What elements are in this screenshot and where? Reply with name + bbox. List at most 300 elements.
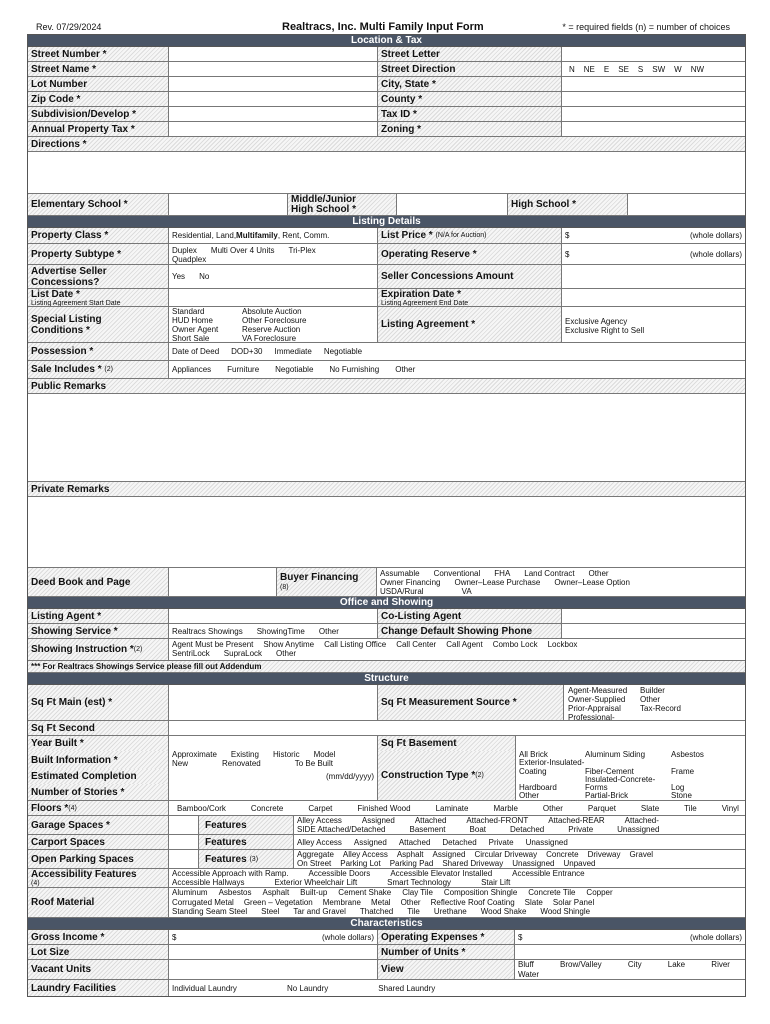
zoning-input[interactable] <box>561 122 745 136</box>
special-condition-opt-reserve-auction[interactable]: Reserve Auction <box>242 325 301 334</box>
roof-opt-slate[interactable]: Slate <box>524 897 543 907</box>
garage-opt-attached[interactable]: Attached- <box>624 816 659 825</box>
row-annual-tax <box>28 122 745 137</box>
form-grid <box>27 34 746 997</box>
sale-includes-opt-other[interactable]: Other <box>395 365 416 374</box>
garage-opt-detached[interactable]: Detached <box>510 825 545 834</box>
view-opt-bluff[interactable]: Bluff <box>518 960 534 969</box>
list-price-input[interactable] <box>561 228 745 243</box>
floors-opt-laminate[interactable]: Laminate <box>435 803 469 813</box>
special-label-line2: Conditions * <box>31 325 90 336</box>
buyer-financing-options <box>376 568 745 596</box>
year-built-input[interactable] <box>168 736 377 751</box>
open-parking-opt-circular-driveway[interactable]: Circular Driveway <box>474 850 538 859</box>
property-class-options <box>168 228 377 243</box>
built-info-opt-approximate[interactable]: Approximate <box>172 751 217 759</box>
advertise-yes-option[interactable]: Yes <box>172 272 186 281</box>
possession-opt-negotiable[interactable]: Negotiable <box>323 347 363 356</box>
direction-opt-e[interactable]: E <box>603 64 610 74</box>
garage-opt-alley-access[interactable]: Alley Access <box>297 816 342 825</box>
change-showing-phone-label: Change Default Showing Phone <box>377 624 561 638</box>
roof-opt-green-vegetation[interactable]: Green – Vegetation <box>243 897 313 907</box>
operating-reserve-input[interactable] <box>561 244 745 264</box>
vacant-units-input[interactable] <box>168 960 377 979</box>
roof-opt-tile[interactable]: Tile <box>407 907 420 916</box>
co-listing-agent-input[interactable] <box>561 609 745 623</box>
sqft-second-input[interactable] <box>168 721 745 735</box>
list-date-input[interactable] <box>168 289 377 306</box>
roof-opt-membrane[interactable]: Membrane <box>322 897 362 907</box>
gross-income-input[interactable] <box>168 930 377 944</box>
street-name-label: Street Name * <box>28 62 168 76</box>
sale-includes-label <box>28 361 168 378</box>
laundry-opt-shared-laundry[interactable]: Shared Laundry <box>378 983 436 993</box>
direction-opt-w[interactable]: W <box>674 64 682 74</box>
sqft-source-opt-builder[interactable]: Builder <box>640 686 665 695</box>
special-conditions-label <box>28 307 168 342</box>
subtype-options-line1 <box>172 246 374 255</box>
row-schools <box>28 194 745 216</box>
direction-opt-nw[interactable]: NW <box>690 64 705 74</box>
roof-opt-copper[interactable]: Copper <box>586 888 613 897</box>
row-zip <box>28 92 745 107</box>
showing-instruction-opt-combo-lock[interactable]: Combo Lock <box>492 640 538 649</box>
showing-instruction-opt-lockbox[interactable]: Lockbox <box>547 640 578 649</box>
accessibility-opt-accessible-hallways[interactable]: Accessible Hallways <box>172 878 245 887</box>
open-parking-options-line1 <box>297 850 742 859</box>
roof-opt-urethane[interactable]: Urethane <box>433 907 467 916</box>
seller-concessions-input[interactable] <box>561 265 745 288</box>
operating-expenses-whole-dollars: (whole dollars) <box>689 932 742 942</box>
special-condition-opt-standard[interactable]: Standard <box>172 307 205 316</box>
construction-opt-insulated-concrete-forms[interactable]: Insulated-Concrete-Forms <box>585 774 656 793</box>
row-street-name <box>28 62 745 77</box>
open-parking-opt-alley-access[interactable]: Alley Access <box>342 850 388 859</box>
number-of-units-input[interactable] <box>514 945 745 959</box>
garage-opt-unassigned[interactable]: Unassigned <box>617 825 660 834</box>
floors-opt-other[interactable]: Other <box>542 803 563 813</box>
laundry-label: Laundry Facilities <box>28 980 168 996</box>
roof-opt-aluminum[interactable]: Aluminum <box>172 888 208 897</box>
floors-opt-carpet[interactable]: Carpet <box>308 803 333 813</box>
carport-opt-unassigned[interactable]: Unassigned <box>525 837 568 847</box>
open-parking-opt-shared-driveway[interactable]: Shared Driveway <box>442 859 504 868</box>
est-completion-input[interactable] <box>168 769 377 784</box>
open-parking-opt-parking-pad[interactable]: Parking Pad <box>389 859 434 868</box>
sqft-basement-input[interactable] <box>515 736 745 751</box>
carport-opt-assigned[interactable]: Assigned <box>353 837 387 847</box>
row-built-info <box>28 751 377 770</box>
listing-agreement-options <box>561 307 745 342</box>
showing-instruction-opt-agent-must-be-present[interactable]: Agent Must be Present <box>172 640 254 649</box>
financing-opt-usda-rural[interactable]: USDA/Rural <box>380 587 424 596</box>
construction-opt-hardboard[interactable]: Hardboard <box>519 783 557 793</box>
street-number-input[interactable] <box>168 47 377 61</box>
operating-expenses-label: Operating Expenses * <box>377 930 514 944</box>
construction-options-row <box>519 759 742 776</box>
row-est-completion <box>28 769 377 785</box>
row-private-remarks-input <box>28 497 745 568</box>
roof-material-options <box>168 888 745 917</box>
direction-opt-se[interactable]: SE <box>618 64 629 74</box>
num-stories-input[interactable] <box>168 784 377 800</box>
built-info-label: Built Information * <box>28 751 168 769</box>
row-sqft-second <box>28 721 745 736</box>
sqft-source-opt-prior-appraisal[interactable]: Prior-Appraisal <box>568 704 621 713</box>
built-info-opt-new[interactable]: New <box>172 758 189 768</box>
sqft-source-opt-tax-record[interactable]: Tax-Record <box>640 704 681 713</box>
accessibility-options <box>168 869 745 887</box>
expiration-date-label-text: Expiration Date * <box>381 289 462 300</box>
floors-opt-bamboo-cork[interactable]: Bamboo/Cork <box>177 803 226 813</box>
section-listing-details: Listing Details <box>28 216 745 228</box>
carport-opt-alley-access[interactable]: Alley Access <box>297 837 342 847</box>
sqft-source-options-row <box>568 713 742 720</box>
floors-count: (4) <box>68 804 77 812</box>
row-open-parking <box>28 850 745 869</box>
elementary-school-label: Elementary School * <box>28 194 168 215</box>
subtype-opt-multi-over-4-units[interactable]: Multi Over 4 Units <box>210 246 275 255</box>
form-header <box>30 22 740 34</box>
special-condition-opt-other-foreclosure[interactable]: Other Foreclosure <box>242 316 307 325</box>
sale-includes-opt-furniture[interactable]: Furniture <box>227 365 260 374</box>
sqft-main-input[interactable] <box>168 685 377 720</box>
open-parking-opt-concrete[interactable]: Concrete <box>546 850 579 859</box>
gross-income-dollar: $ <box>172 932 177 942</box>
roof-opt-asphalt[interactable]: Asphalt <box>262 888 290 897</box>
street-direction-label: Street Direction <box>377 62 561 76</box>
roof-opt-solar-panel[interactable]: Solar Panel <box>552 897 595 907</box>
open-parking-input[interactable] <box>168 850 198 868</box>
view-opt-river[interactable]: River <box>711 960 730 969</box>
special-condition-options-row <box>172 316 374 325</box>
row-sale-includes <box>28 361 745 379</box>
subdivision-input[interactable] <box>168 107 377 121</box>
view-opt-lake[interactable]: Lake <box>667 960 686 969</box>
showing-instruction-opt-call-agent[interactable]: Call Agent <box>446 640 483 649</box>
property-class-opt-a[interactable]: Residential, Land, <box>172 231 237 240</box>
county-label: County * <box>377 92 561 106</box>
sqft-basement-label: Sq Ft Basement <box>378 736 515 751</box>
buyer-financing-label <box>276 568 376 596</box>
showing-instruction-opt-supralock[interactable]: SupraLock <box>223 649 263 658</box>
showing-instruction-opt-call-center[interactable]: Call Center <box>396 640 437 649</box>
buyer-financing-label-text: Buyer Financing <box>280 572 359 583</box>
sqft-source-opt-agent-measured[interactable]: Agent-Measured <box>568 686 628 695</box>
sqft-source-options-row <box>568 704 742 713</box>
floors-opt-parquet[interactable]: Parquet <box>587 803 616 813</box>
built-info-opt-to-be-built[interactable]: To Be Built <box>294 758 333 768</box>
row-addendum <box>28 661 745 673</box>
roof-opt-tar-and-gravel[interactable]: Tar and Gravel <box>293 907 346 916</box>
listing-agent-input[interactable] <box>168 609 377 623</box>
advertise-no-option[interactable]: No <box>199 272 210 281</box>
annual-tax-label: Annual Property Tax * <box>28 122 168 136</box>
garage-spaces-label: Garage Spaces * <box>28 816 168 834</box>
operating-reserve-dollar: $ <box>565 249 570 259</box>
open-parking-opt-unassigned[interactable]: Unassigned <box>512 859 555 868</box>
roof-options-line3 <box>172 907 742 917</box>
row-accessibility <box>28 869 745 888</box>
built-info-opt-renovated[interactable]: Renovated <box>222 758 261 768</box>
view-options-line1 <box>518 960 742 970</box>
possession-opt-immediate[interactable]: Immediate <box>274 347 312 356</box>
sqft-source-options-row <box>568 686 742 695</box>
elementary-school-input[interactable] <box>168 194 287 215</box>
open-parking-opt-asphalt[interactable]: Asphalt <box>396 850 424 859</box>
construction-opt-exterior-insulated-coating[interactable]: Exterior-Insulated-Coating <box>519 758 585 776</box>
open-parking-opt-on-street[interactable]: On Street <box>297 859 332 868</box>
sale-includes-count: (2) <box>104 366 113 373</box>
accessibility-opt-accessible-entrance[interactable]: Accessible Entrance <box>512 869 585 878</box>
financing-opt-fha[interactable]: FHA <box>494 569 511 578</box>
street-name-input[interactable] <box>168 62 377 76</box>
showing-instruction-opt-show-anytime[interactable]: Show Anytime <box>263 640 315 649</box>
subtype-opt-tri-plex[interactable]: Tri-Plex <box>288 246 316 255</box>
laundry-opt-individual-laundry[interactable]: Individual Laundry <box>172 983 237 993</box>
direction-opt-sw[interactable]: SW <box>652 64 666 74</box>
open-parking-opt-unpaved[interactable]: Unpaved <box>563 859 596 868</box>
construction-opt-all-brick[interactable]: All Brick <box>519 751 548 759</box>
showing-instruction-opt-call-listing-office[interactable]: Call Listing Office <box>324 640 387 649</box>
showing-instruction-opt-other[interactable]: Other <box>276 649 297 658</box>
view-opt-city[interactable]: City <box>627 960 642 969</box>
sqft-source-opt-owner-supplied[interactable]: Owner-Supplied <box>568 695 626 704</box>
roof-opt-steel[interactable]: Steel <box>261 907 280 916</box>
roof-options-line1 <box>172 888 742 898</box>
financing-opt-owner-lease-purchase[interactable]: Owner–Lease Purchase <box>454 578 541 587</box>
sale-includes-opt-appliances[interactable]: Appliances <box>172 365 212 374</box>
open-parking-features-text: Features <box>205 853 247 865</box>
financing-opt-land-contract[interactable]: Land Contract <box>524 569 575 578</box>
carport-opt-detached[interactable]: Detached <box>442 837 477 847</box>
construction-opt-frame[interactable]: Frame <box>671 766 695 776</box>
vacant-units-label: Vacant Units <box>28 960 168 979</box>
possession-opt-date-of-deed[interactable]: Date of Deed <box>172 347 220 356</box>
garage-opt-attached-front[interactable]: Attached-FRONT <box>466 816 529 825</box>
sqft-source-opt-professional-measurement[interactable]: Professional- <box>568 713 615 720</box>
roof-opt-composition-shingle[interactable]: Composition Shingle <box>443 888 518 897</box>
construction-opt-fiber-cement[interactable]: Fiber-Cement <box>585 766 634 776</box>
roof-opt-reflective-roof-coating[interactable]: Reflective Roof Coating <box>430 897 515 907</box>
roof-opt-cement-shake[interactable]: Cement Shake <box>338 888 392 897</box>
open-parking-opt-driveway[interactable]: Driveway <box>587 850 621 859</box>
financing-opt-owner-lease-option[interactable]: Owner–Lease Option <box>554 578 630 587</box>
accessibility-opt-accessible-doors[interactable]: Accessible Doors <box>308 869 371 878</box>
carport-opt-attached[interactable]: Attached <box>398 837 431 847</box>
carport-opt-private[interactable]: Private <box>488 837 514 847</box>
county-input[interactable] <box>561 92 745 106</box>
construction-opt-asbestos[interactable]: Asbestos <box>671 751 704 759</box>
middle-school-input[interactable] <box>396 194 507 215</box>
zoning-label: Zoning * <box>377 122 561 136</box>
street-letter-input[interactable] <box>561 47 745 61</box>
direction-opt-s[interactable]: S <box>637 64 644 74</box>
operating-expenses-dollar: $ <box>518 932 523 942</box>
roof-opt-wood-shingle[interactable]: Wood Shingle <box>540 907 591 916</box>
sale-includes-opt-no-furnishing[interactable]: No Furnishing <box>329 365 380 374</box>
special-conditions-options <box>168 307 377 342</box>
sale-includes-opt-negotiable[interactable]: Negotiable <box>275 365 314 374</box>
floors-opt-vinyl[interactable]: Vinyl <box>721 803 739 813</box>
accessibility-opt-exterior-wheelchair-lift[interactable]: Exterior Wheelchair Lift <box>274 878 358 887</box>
sqft-source-options-row <box>568 695 742 704</box>
open-parking-opt-assigned[interactable]: Assigned <box>432 850 466 859</box>
property-class-label: Property Class * <box>28 228 168 243</box>
construction-options-row <box>519 776 742 793</box>
change-showing-phone-input[interactable] <box>561 624 745 638</box>
special-condition-options-row <box>172 325 374 334</box>
special-condition-opt-va-foreclosure[interactable]: VA Foreclosure <box>242 334 297 342</box>
special-condition-opt-absolute-auction[interactable]: Absolute Auction <box>242 307 302 316</box>
agreement-exclusive-right[interactable]: Exclusive Right to Sell <box>565 326 645 335</box>
row-showing-service <box>28 624 745 639</box>
row-public-remarks-input <box>28 394 745 482</box>
row-deed-book <box>28 568 745 597</box>
subtype-opt-quadplex[interactable]: Quadplex <box>172 255 207 264</box>
deed-book-input[interactable] <box>168 568 276 596</box>
gross-income-whole-dollars: (whole dollars) <box>321 932 374 942</box>
financing-opt-owner-financing[interactable]: Owner Financing <box>380 578 441 587</box>
row-lot-size <box>28 945 745 960</box>
garage-opt-attached-rear[interactable]: Attached-REAR <box>548 816 605 825</box>
zip-code-input[interactable] <box>168 92 377 106</box>
tax-id-input[interactable] <box>561 107 745 121</box>
roof-opt-corrugated-metal[interactable]: Corrugated Metal <box>172 897 234 907</box>
expiration-date-input[interactable] <box>561 289 745 306</box>
special-condition-options-row <box>172 307 374 316</box>
lot-size-input[interactable] <box>168 945 377 959</box>
roof-opt-asbestos[interactable]: Asbestos <box>218 888 252 897</box>
agreement-exclusive-agency[interactable]: Exclusive Agency <box>565 317 628 326</box>
construction-type-options <box>515 751 745 800</box>
accessibility-opt-stair-lift[interactable]: Stair Lift <box>481 878 511 887</box>
construction-opt-partial-brick[interactable]: Partial-Brick <box>585 791 629 800</box>
roof-opt-thatched[interactable]: Thatched <box>359 907 394 916</box>
possession-opt-dod-30[interactable]: DOD+30 <box>231 347 263 356</box>
roof-opt-metal[interactable]: Metal <box>371 897 391 907</box>
directions-label: Directions * <box>28 137 745 151</box>
direction-opt-ne[interactable]: NE <box>583 64 595 74</box>
sale-includes-options <box>168 361 745 378</box>
showing-service-opt-showingtime[interactable]: ShowingTime <box>256 626 305 636</box>
special-condition-opt-hud-home[interactable]: HUD Home <box>172 316 213 325</box>
public-remarks-input[interactable] <box>28 394 745 481</box>
row-listing-agent <box>28 609 745 624</box>
city-state-input[interactable] <box>561 77 745 91</box>
annual-tax-input[interactable] <box>168 122 377 136</box>
floors-opt-finished-wood[interactable]: Finished Wood <box>357 803 411 813</box>
middle-school-label-line2: High School * <box>291 204 356 215</box>
addendum-note: *** For Realtracs Showings Service please fill out Addendum <box>28 661 745 672</box>
showing-instruction-count: (2) <box>133 646 143 653</box>
financing-opt-assumable[interactable]: Assumable <box>380 569 420 578</box>
roof-opt-concrete-tile[interactable]: Concrete Tile <box>528 888 576 897</box>
roof-opt-other[interactable]: Other <box>400 897 421 907</box>
private-remarks-input[interactable] <box>28 497 745 567</box>
view-opt-brow-valley[interactable]: Brow/Valley <box>560 960 602 969</box>
row-gross-income <box>28 930 745 945</box>
financing-options-line3 <box>380 587 742 596</box>
garage-opt-attached[interactable]: Attached <box>414 816 447 825</box>
open-parking-features-label <box>198 850 293 868</box>
construction-opt-stone[interactable]: Stone <box>671 791 692 800</box>
advertise-label-line2: Concessions? <box>31 277 100 288</box>
view-opt-water[interactable]: Water <box>518 969 540 979</box>
directions-input[interactable] <box>28 152 745 193</box>
built-info-opt-existing[interactable]: Existing <box>230 751 259 759</box>
list-price-label <box>377 228 561 243</box>
special-condition-opt-short-sale[interactable]: Short Sale <box>172 334 210 342</box>
property-class-opt-c[interactable]: , Rent, Comm. <box>277 231 330 240</box>
showing-instruction-opt-sentrilock[interactable]: SentriLock <box>172 649 210 658</box>
carport-spaces-input[interactable] <box>168 835 198 849</box>
construction-opt-other[interactable]: Other <box>519 791 540 800</box>
open-parking-opt-gravel[interactable]: Gravel <box>629 850 654 859</box>
accessibility-opt-smart-technology[interactable]: Smart Technology <box>387 878 452 887</box>
showing-service-opt-realtracs-showings[interactable]: Realtracs Showings <box>172 626 243 636</box>
row-subdivision <box>28 107 745 122</box>
roof-opt-clay-tile[interactable]: Clay Tile <box>402 888 433 897</box>
garage-opt-side-attached-detached[interactable]: SIDE Attached/Detached <box>297 825 386 834</box>
subtype-opt-duplex[interactable]: Duplex <box>172 246 197 255</box>
accessibility-opt-accessible-elevator-installed[interactable]: Accessible Elevator Installed <box>390 869 493 878</box>
open-parking-opt-parking-lot[interactable]: Parking Lot <box>340 859 381 868</box>
floors-opt-slate[interactable]: Slate <box>640 803 660 813</box>
property-class-opt-multifamily[interactable]: Multifamily <box>236 231 278 240</box>
roof-opt-standing-seam-steel[interactable]: Standing Seam Steel <box>172 907 248 916</box>
operating-expenses-input[interactable] <box>514 930 745 944</box>
financing-opt-other[interactable]: Other <box>588 569 609 578</box>
garage-opt-basement[interactable]: Basement <box>409 825 446 834</box>
row-sqft-main <box>28 685 745 721</box>
construction-opt-aluminum-siding[interactable]: Aluminum Siding <box>585 751 646 759</box>
expiration-date-label <box>377 289 561 306</box>
garage-opt-boat[interactable]: Boat <box>469 825 486 834</box>
built-info-opt-historic[interactable]: Historic <box>272 751 300 759</box>
showing-instruction-options <box>168 639 745 660</box>
high-school-input[interactable] <box>627 194 745 215</box>
financing-opt-va[interactable]: VA <box>461 587 472 596</box>
garage-spaces-input[interactable] <box>168 816 198 834</box>
direction-opt-n[interactable]: N <box>569 64 575 74</box>
built-info-opt-model[interactable]: Model <box>313 751 336 759</box>
financing-opt-conventional[interactable]: Conventional <box>433 569 481 578</box>
list-date-label <box>28 289 168 306</box>
floors-opt-concrete[interactable]: Concrete <box>250 803 284 813</box>
revision-date: Rev. 07/29/2024 <box>36 22 102 32</box>
special-condition-opt-owner-agent[interactable]: Owner Agent <box>172 325 219 334</box>
laundry-opt-no-laundry[interactable]: No Laundry <box>286 983 329 993</box>
roof-opt-wood-shake[interactable]: Wood Shake <box>480 907 527 916</box>
floors-opt-marble[interactable]: Marble <box>493 803 518 813</box>
roof-opt-built-up[interactable]: Built-up <box>300 888 328 897</box>
accessibility-opt-accessible-approach-with-ramp[interactable]: Accessible Approach with Ramp. <box>172 869 289 878</box>
garage-opt-assigned[interactable]: Assigned <box>361 816 395 825</box>
roof-material-label: Roof Material <box>28 888 168 917</box>
construction-opt-log[interactable]: Log <box>671 783 685 793</box>
lot-number-input[interactable] <box>168 77 377 91</box>
floors-opt-tile[interactable]: Tile <box>684 803 697 813</box>
deed-book-label: Deed Book and Page <box>28 568 168 596</box>
open-parking-opt-aggregate[interactable]: Aggregate <box>297 850 334 859</box>
showing-instruction-label <box>28 639 168 660</box>
garage-opt-private[interactable]: Private <box>568 825 594 834</box>
lot-number-label: Lot Number <box>28 77 168 91</box>
showing-service-opt-other[interactable]: Other <box>318 626 339 636</box>
construction-options-row <box>519 792 742 800</box>
sqft-source-opt-other[interactable]: Other <box>640 695 661 704</box>
